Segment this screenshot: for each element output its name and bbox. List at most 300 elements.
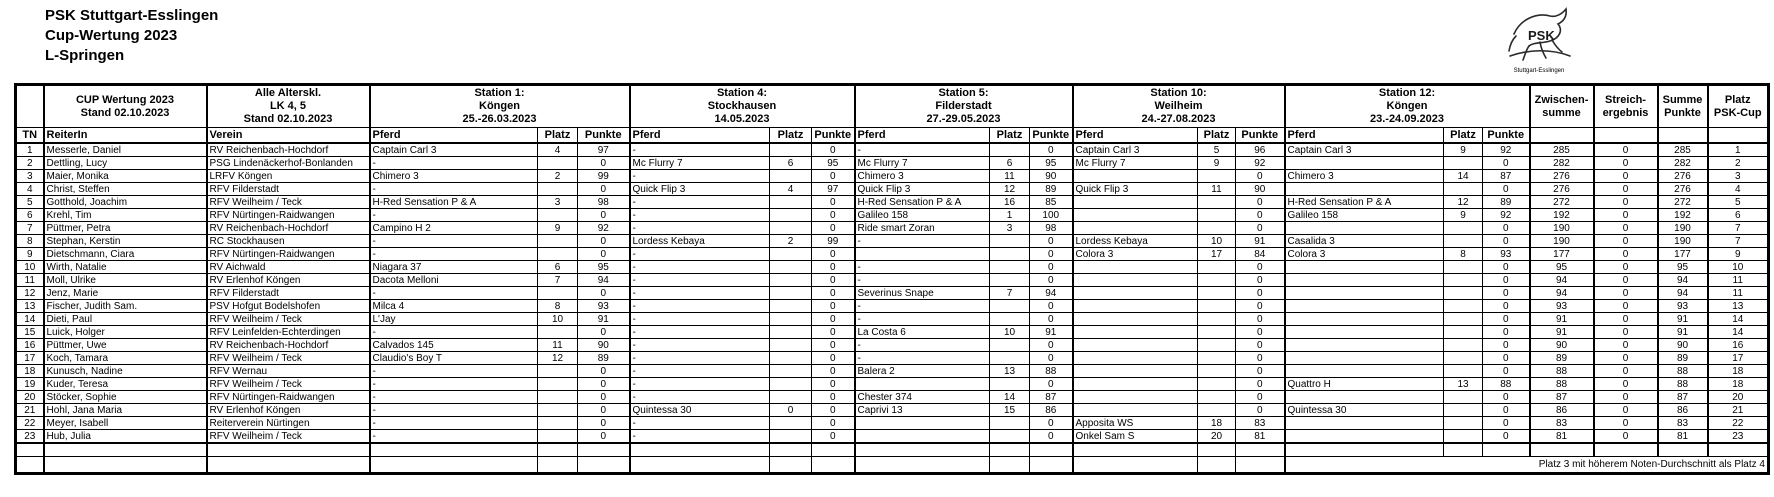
place-cell-station-2: 14	[990, 391, 1030, 404]
points-cell-station-4: 0	[1483, 404, 1530, 417]
club-cell: RV Erlenhof Köngen	[207, 274, 370, 287]
zwischensumme-cell: 272	[1530, 196, 1594, 209]
horse-cell-station-0: -	[370, 404, 538, 417]
horse-cell-station-3	[1073, 222, 1198, 235]
points-cell-station-2: 0	[1030, 378, 1073, 391]
col-header-points-4: Punkte	[812, 128, 855, 144]
group-header-cup: CUP Wertung 2023 Stand 02.10.2023	[44, 85, 207, 128]
place-cell-station-3: 18	[1198, 417, 1236, 430]
zwischensumme-cell: 285	[1530, 143, 1594, 157]
club-cell: RFV Nürtingen-Raidwangen	[207, 209, 370, 222]
empty-cell	[1198, 457, 1236, 474]
club-cell: RFV Weilheim / Teck	[207, 313, 370, 326]
streichergebnis-cell: 0	[1594, 274, 1658, 287]
club-cell: RFV Filderstadt	[207, 183, 370, 196]
horse-cell-station-1: -	[630, 339, 770, 352]
horse-cell-station-1: -	[630, 261, 770, 274]
horse-cell-station-3	[1073, 274, 1198, 287]
place-cell-station-4: 13	[1444, 378, 1483, 391]
points-cell-station-2: 0	[1030, 352, 1073, 365]
place-cell-station-4	[1444, 365, 1483, 378]
platz-psk-cup-cell: 13	[1708, 300, 1769, 313]
empty-cell	[1236, 443, 1285, 457]
points-cell-station-1: 97	[812, 183, 855, 196]
place-cell-station-1: 2	[770, 235, 812, 248]
empty-cell	[855, 443, 990, 457]
empty-cell	[990, 457, 1030, 474]
place-cell-station-1	[770, 313, 812, 326]
place-cell-station-4	[1444, 417, 1483, 430]
place-cell-station-2	[990, 430, 1030, 444]
place-cell-station-2: 3	[990, 222, 1030, 235]
group-header-summe-punkte: Summe Punkte	[1658, 85, 1708, 128]
place-cell-station-4	[1444, 300, 1483, 313]
horse-cell-station-4	[1285, 391, 1444, 404]
place-cell-station-1	[770, 143, 812, 157]
place-cell-station-3	[1198, 222, 1236, 235]
place-cell-station-0	[538, 378, 578, 391]
place-cell-station-3	[1198, 352, 1236, 365]
place-cell-station-4	[1444, 313, 1483, 326]
place-cell-station-3: 9	[1198, 157, 1236, 170]
place-cell-station-4	[1444, 391, 1483, 404]
place-cell-station-0	[538, 430, 578, 444]
tn-cell: 18	[16, 365, 44, 378]
points-cell-station-0: 0	[578, 430, 630, 444]
rider-cell: Krehl, Tim	[44, 209, 207, 222]
place-cell-station-2: 10	[990, 326, 1030, 339]
table-row	[16, 339, 1769, 352]
group-header-station-1: Station 1: Köngen 25.-26.03.2023	[370, 85, 630, 128]
horse-cell-station-4	[1285, 222, 1444, 235]
place-cell-station-1	[770, 326, 812, 339]
points-cell-station-4: 0	[1483, 326, 1530, 339]
empty-cell	[1483, 443, 1530, 457]
horse-cell-station-0: -	[370, 326, 538, 339]
horse-cell-station-2: -	[855, 300, 990, 313]
points-cell-station-2: 0	[1030, 274, 1073, 287]
points-cell-station-1: 0	[812, 248, 855, 261]
tn-cell: 3	[16, 170, 44, 183]
horse-cell-station-2: -	[855, 352, 990, 365]
horse-cell-station-3: Onkel Sam S	[1073, 430, 1198, 444]
points-cell-station-4: 0	[1483, 235, 1530, 248]
horse-cell-station-3	[1073, 261, 1198, 274]
streichergebnis-cell: 0	[1594, 170, 1658, 183]
place-cell-station-0: 2	[538, 170, 578, 183]
col-header-horse-1: Pferd	[370, 128, 538, 144]
horse-cell-station-1: -	[630, 365, 770, 378]
horse-cell-station-0: -	[370, 430, 538, 444]
group-header-tn-spacer	[16, 85, 44, 128]
horse-cell-station-0: -	[370, 235, 538, 248]
horse-cell-station-4	[1285, 183, 1444, 196]
points-cell-station-2: 85	[1030, 196, 1073, 209]
horse-cell-station-4	[1285, 352, 1444, 365]
summe-punkte-cell: 94	[1658, 274, 1708, 287]
empty-cell	[44, 457, 207, 474]
place-cell-station-2: 1	[990, 209, 1030, 222]
place-cell-station-4	[1444, 183, 1483, 196]
place-cell-station-3	[1198, 261, 1236, 274]
points-cell-station-2: 0	[1030, 339, 1073, 352]
points-cell-station-0: 93	[578, 300, 630, 313]
points-cell-station-3: 92	[1236, 157, 1285, 170]
summe-punkte-cell: 86	[1658, 404, 1708, 417]
rider-cell: Jenz, Marie	[44, 287, 207, 300]
place-cell-station-3	[1198, 326, 1236, 339]
points-cell-station-2: 86	[1030, 404, 1073, 417]
points-cell-station-0: 92	[578, 222, 630, 235]
horse-cell-station-0: -	[370, 391, 538, 404]
horse-cell-station-4	[1285, 313, 1444, 326]
place-cell-station-1: 4	[770, 183, 812, 196]
tn-cell: 15	[16, 326, 44, 339]
horse-cell-station-1: -	[630, 222, 770, 235]
place-cell-station-4: 8	[1444, 248, 1483, 261]
place-cell-station-2	[990, 300, 1030, 313]
place-cell-station-2: 16	[990, 196, 1030, 209]
summe-punkte-cell: 95	[1658, 261, 1708, 274]
points-cell-station-1: 0	[812, 365, 855, 378]
points-cell-station-1: 0	[812, 287, 855, 300]
horse-cell-station-1: Lordess Kebaya	[630, 235, 770, 248]
place-cell-station-0	[538, 157, 578, 170]
points-cell-station-4: 0	[1483, 300, 1530, 313]
place-cell-station-3	[1198, 378, 1236, 391]
zwischensumme-cell: 89	[1530, 352, 1594, 365]
club-cell: RFV Leinfelden-Echterdingen	[207, 326, 370, 339]
table-row	[16, 222, 1769, 235]
zwischensumme-cell: 90	[1530, 339, 1594, 352]
horse-cell-station-0: Captain Carl 3	[370, 143, 538, 157]
place-cell-station-4	[1444, 222, 1483, 235]
place-cell-station-0	[538, 209, 578, 222]
place-cell-station-2: 12	[990, 183, 1030, 196]
points-cell-station-0: 94	[578, 274, 630, 287]
rider-cell: Wirth, Natalie	[44, 261, 207, 274]
rider-cell: Stephan, Kerstin	[44, 235, 207, 248]
summe-punkte-cell: 190	[1658, 222, 1708, 235]
place-cell-station-0	[538, 404, 578, 417]
summe-punkte-cell: 276	[1658, 183, 1708, 196]
col-header-horse-10: Pferd	[1073, 128, 1198, 144]
horse-cell-station-0: Dacota Melloni	[370, 274, 538, 287]
points-cell-station-0: 0	[578, 235, 630, 248]
points-cell-station-3: 0	[1236, 209, 1285, 222]
horse-cell-station-1: -	[630, 170, 770, 183]
horse-cell-station-0: H-Red Sensation P & A	[370, 196, 538, 209]
table-row	[16, 404, 1769, 417]
rider-cell: Dietschmann, Ciara	[44, 248, 207, 261]
place-cell-station-3	[1198, 170, 1236, 183]
platz-psk-cup-cell: 1	[1708, 143, 1769, 157]
page-title	[45, 6, 218, 66]
place-cell-station-2	[990, 274, 1030, 287]
place-cell-station-0	[538, 417, 578, 430]
zwischensumme-cell: 190	[1530, 235, 1594, 248]
points-cell-station-1: 0	[812, 378, 855, 391]
place-cell-station-2: 15	[990, 404, 1030, 417]
club-cell: PSV Hofgut Bodelshofen	[207, 300, 370, 313]
points-cell-station-0: 0	[578, 391, 630, 404]
zwischensumme-cell: 83	[1530, 417, 1594, 430]
streichergebnis-cell: 0	[1594, 196, 1658, 209]
horse-cell-station-2: -	[855, 313, 990, 326]
place-cell-station-3: 10	[1198, 235, 1236, 248]
col-header-place-10: Platz	[1198, 128, 1236, 144]
horse-cell-station-0: -	[370, 183, 538, 196]
horse-cell-station-3: Lordess Kebaya	[1073, 235, 1198, 248]
tn-cell: 12	[16, 287, 44, 300]
platz-psk-cup-cell: 17	[1708, 352, 1769, 365]
platz-psk-cup-cell: 14	[1708, 326, 1769, 339]
points-cell-station-1: 0	[812, 209, 855, 222]
platz-psk-cup-cell: 10	[1708, 261, 1769, 274]
points-cell-station-3: 0	[1236, 326, 1285, 339]
place-cell-station-3	[1198, 365, 1236, 378]
place-cell-station-1	[770, 248, 812, 261]
tn-cell: 8	[16, 235, 44, 248]
place-cell-station-3	[1198, 313, 1236, 326]
place-cell-station-3: 5	[1198, 143, 1236, 157]
place-cell-station-0: 8	[538, 300, 578, 313]
empty-cell	[812, 457, 855, 474]
points-cell-station-1: 0	[812, 391, 855, 404]
platz-psk-cup-cell: 11	[1708, 274, 1769, 287]
place-cell-station-0: 11	[538, 339, 578, 352]
zwischensumme-cell: 86	[1530, 404, 1594, 417]
horse-cell-station-2: -	[855, 339, 990, 352]
points-cell-station-3: 0	[1236, 339, 1285, 352]
club-cell: RFV Weilheim / Teck	[207, 430, 370, 444]
rider-cell: Gotthold, Joachim	[44, 196, 207, 209]
summe-punkte-cell: 83	[1658, 417, 1708, 430]
place-cell-station-2: 6	[990, 157, 1030, 170]
club-cell: RV Reichenbach-Hochdorf	[207, 222, 370, 235]
horse-cell-station-3: Captain Carl 3	[1073, 143, 1198, 157]
tn-cell: 5	[16, 196, 44, 209]
col-header-platz-spacer	[1708, 128, 1769, 144]
horse-cell-station-1: -	[630, 196, 770, 209]
page-title-club: PSK Stuttgart-Esslingen	[45, 7, 219, 24]
place-cell-station-1	[770, 391, 812, 404]
place-cell-station-4	[1444, 352, 1483, 365]
horse-cell-station-0: -	[370, 248, 538, 261]
place-cell-station-2	[990, 235, 1030, 248]
rider-cell: Stöcker, Sophie	[44, 391, 207, 404]
club-cell: LRFV Köngen	[207, 170, 370, 183]
points-cell-station-1: 0	[812, 352, 855, 365]
points-cell-station-1: 0	[812, 430, 855, 444]
col-header-place-1: Platz	[538, 128, 578, 144]
points-cell-station-1: 0	[812, 274, 855, 287]
points-cell-station-0: 0	[578, 183, 630, 196]
horse-cell-station-4	[1285, 339, 1444, 352]
group-header-station-12: Station 12: Köngen 23.-24.09.2023	[1285, 85, 1530, 128]
points-cell-station-2: 100	[1030, 209, 1073, 222]
horse-cell-station-0: -	[370, 209, 538, 222]
empty-cell	[770, 443, 812, 457]
zwischensumme-cell: 94	[1530, 287, 1594, 300]
streichergebnis-cell: 0	[1594, 378, 1658, 391]
table-row	[16, 313, 1769, 326]
points-cell-station-0: 95	[578, 261, 630, 274]
streichergebnis-cell: 0	[1594, 404, 1658, 417]
points-cell-station-3: 0	[1236, 261, 1285, 274]
horse-cell-station-4: Quattro H	[1285, 378, 1444, 391]
rider-cell: Hub, Julia	[44, 430, 207, 444]
points-cell-station-2: 98	[1030, 222, 1073, 235]
platz-psk-cup-cell: 21	[1708, 404, 1769, 417]
platz-psk-cup-cell: 16	[1708, 339, 1769, 352]
place-cell-station-4	[1444, 339, 1483, 352]
place-cell-station-2	[990, 352, 1030, 365]
place-cell-station-2	[990, 417, 1030, 430]
summe-punkte-cell: 81	[1658, 430, 1708, 444]
horse-icon	[1500, 4, 1578, 68]
horse-cell-station-0: Chimero 3	[370, 170, 538, 183]
streichergebnis-cell: 0	[1594, 352, 1658, 365]
horse-cell-station-3	[1073, 170, 1198, 183]
horse-cell-station-3	[1073, 326, 1198, 339]
points-cell-station-1: 0	[812, 300, 855, 313]
horse-cell-station-4	[1285, 287, 1444, 300]
club-cell: RV Reichenbach-Hochdorf	[207, 339, 370, 352]
points-cell-station-3: 0	[1236, 391, 1285, 404]
horse-cell-station-1: -	[630, 300, 770, 313]
streichergebnis-cell: 0	[1594, 143, 1658, 157]
tn-cell: 20	[16, 391, 44, 404]
place-cell-station-3	[1198, 287, 1236, 300]
zwischensumme-cell: 192	[1530, 209, 1594, 222]
points-cell-station-2: 87	[1030, 391, 1073, 404]
points-cell-station-0: 0	[578, 365, 630, 378]
points-cell-station-1: 0	[812, 417, 855, 430]
points-cell-station-4: 0	[1483, 261, 1530, 274]
empty-cell	[990, 443, 1030, 457]
points-cell-station-2: 0	[1030, 143, 1073, 157]
horse-cell-station-1: -	[630, 352, 770, 365]
streichergebnis-cell: 0	[1594, 235, 1658, 248]
horse-cell-station-3	[1073, 287, 1198, 300]
platz-psk-cup-cell: 18	[1708, 378, 1769, 391]
place-cell-station-0: 9	[538, 222, 578, 235]
points-cell-station-0: 0	[578, 209, 630, 222]
place-cell-station-1	[770, 209, 812, 222]
place-cell-station-0: 6	[538, 261, 578, 274]
horse-cell-station-2: -	[855, 143, 990, 157]
place-cell-station-1	[770, 365, 812, 378]
points-cell-station-2: 89	[1030, 183, 1073, 196]
tn-cell: 7	[16, 222, 44, 235]
place-cell-station-4	[1444, 157, 1483, 170]
place-cell-station-4	[1444, 261, 1483, 274]
streichergebnis-cell: 0	[1594, 391, 1658, 404]
column-header-row	[16, 128, 1769, 144]
group-header-row	[16, 85, 1769, 128]
place-cell-station-4	[1444, 326, 1483, 339]
empty-cell	[1030, 457, 1073, 474]
col-header-place-12: Platz	[1444, 128, 1483, 144]
place-cell-station-4	[1444, 404, 1483, 417]
table-row	[16, 235, 1769, 248]
points-cell-station-3: 0	[1236, 287, 1285, 300]
horse-cell-station-3: Mc Flurry 7	[1073, 157, 1198, 170]
streichergebnis-cell: 0	[1594, 248, 1658, 261]
streichergebnis-cell: 0	[1594, 300, 1658, 313]
summe-punkte-cell: 192	[1658, 209, 1708, 222]
summe-punkte-cell: 91	[1658, 313, 1708, 326]
points-cell-station-4: 92	[1483, 209, 1530, 222]
logo-club-name: Stuttgart-Esslingen	[1513, 68, 1565, 74]
points-cell-station-4: 92	[1483, 143, 1530, 157]
streichergebnis-cell: 0	[1594, 261, 1658, 274]
empty-cell	[1198, 443, 1236, 457]
summe-punkte-cell: 90	[1658, 339, 1708, 352]
horse-cell-station-1: Quintessa 30	[630, 404, 770, 417]
place-cell-station-3	[1198, 404, 1236, 417]
place-cell-station-4: 9	[1444, 209, 1483, 222]
rider-cell: Christ, Steffen	[44, 183, 207, 196]
place-cell-station-3: 17	[1198, 248, 1236, 261]
rider-cell: Dieti, Paul	[44, 313, 207, 326]
horse-cell-station-4	[1285, 430, 1444, 444]
horse-cell-station-0: Niagara 37	[370, 261, 538, 274]
points-cell-station-2: 95	[1030, 157, 1073, 170]
table-row	[16, 365, 1769, 378]
horse-cell-station-1: Mc Flurry 7	[630, 157, 770, 170]
points-cell-station-1: 0	[812, 196, 855, 209]
place-cell-station-0	[538, 248, 578, 261]
col-header-horse-5: Pferd	[855, 128, 990, 144]
points-cell-station-1: 0	[812, 222, 855, 235]
empty-cell	[1658, 443, 1708, 457]
horse-cell-station-1: -	[630, 143, 770, 157]
points-cell-station-2: 91	[1030, 326, 1073, 339]
place-cell-station-1	[770, 352, 812, 365]
table-row	[16, 352, 1769, 365]
points-cell-station-3: 0	[1236, 313, 1285, 326]
place-cell-station-1: 6	[770, 157, 812, 170]
col-header-streichergebnis-spacer	[1594, 128, 1658, 144]
horse-cell-station-1: -	[630, 274, 770, 287]
place-cell-station-1	[770, 170, 812, 183]
horse-cell-station-2	[855, 430, 990, 444]
col-header-place-4: Platz	[770, 128, 812, 144]
rider-cell: Dettling, Lucy	[44, 157, 207, 170]
table-row	[16, 430, 1769, 444]
club-logo	[1500, 4, 1578, 74]
horse-cell-station-4: H-Red Sensation P & A	[1285, 196, 1444, 209]
table-row	[16, 157, 1769, 170]
place-cell-station-0: 10	[538, 313, 578, 326]
rider-cell: Hohl, Jana Maria	[44, 404, 207, 417]
horse-cell-station-1: -	[630, 209, 770, 222]
points-cell-station-0: 97	[578, 143, 630, 157]
col-header-points-5: Punkte	[1030, 128, 1073, 144]
horse-cell-station-2: H-Red Sensation P & A	[855, 196, 990, 209]
horse-cell-station-1: -	[630, 326, 770, 339]
horse-cell-station-2	[855, 248, 990, 261]
points-cell-station-1: 0	[812, 313, 855, 326]
table-row	[16, 391, 1769, 404]
empty-cell	[1236, 457, 1285, 474]
horse-cell-station-2: Severinus Snape	[855, 287, 990, 300]
place-cell-station-1	[770, 222, 812, 235]
platz-psk-cup-cell: 18	[1708, 365, 1769, 378]
summe-punkte-cell: 94	[1658, 287, 1708, 300]
